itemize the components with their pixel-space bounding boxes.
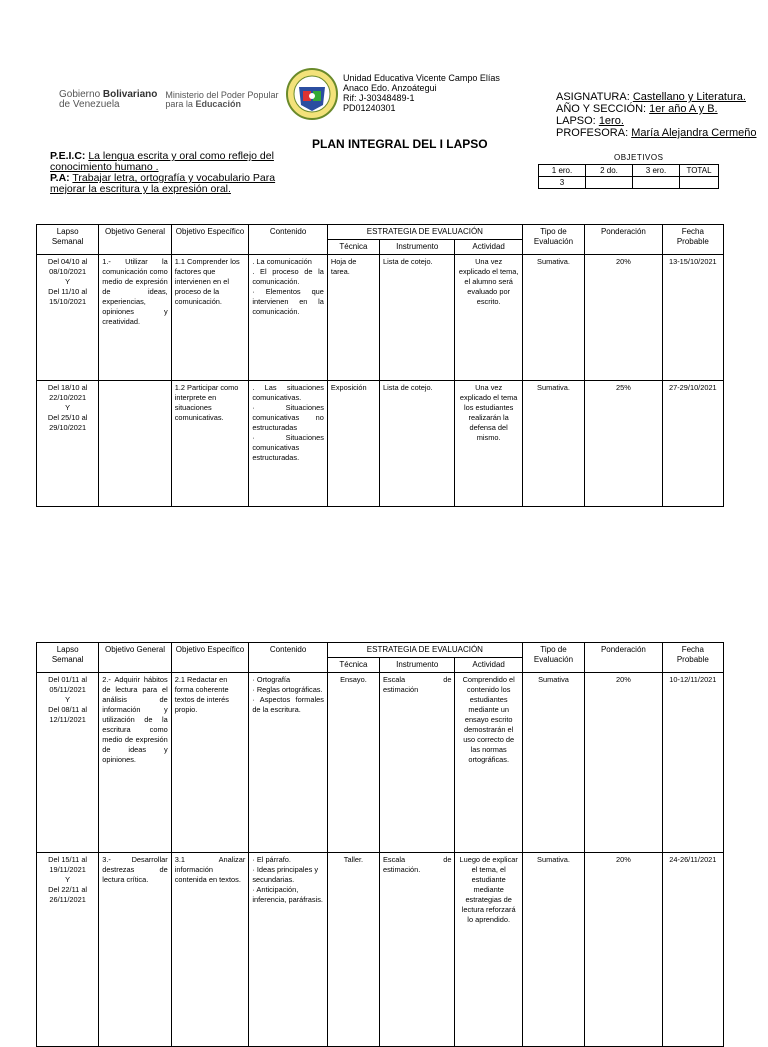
header-estrategia: ESTRATEGIA DE EVALUACIÓN [327, 225, 522, 240]
ministry-text: Ministerio del Poder Popular para la Educación [165, 90, 279, 109]
page-title: PLAN INTEGRAL DEL I LAPSO [312, 137, 488, 151]
cell-obj-especifico: 1.1 Comprender los factores que intervienen en el proceso de la comunicación. [171, 255, 249, 381]
cell-fecha: 13-15/10/2021 [662, 255, 723, 381]
cell-instrumento: Escala de estimación [379, 673, 455, 853]
cell-contenido: . La comunicación . El proceso de la comunicación. · Elementos que intervienen en la comunicación. [249, 255, 328, 381]
cell-instrumento: Lista de cotejo. [379, 255, 455, 381]
cell-contenido: · Ortografía · Reglas ortográficas. · Aspectos formales de la escritura. [249, 673, 328, 853]
header-obj-general: Objetivo General [99, 225, 171, 255]
cell-fecha: 10-12/11/2021 [662, 673, 723, 853]
cell-instrumento: Escala de estimación. [379, 853, 455, 1047]
cell-obj-especifico: 2.1 Redactar en forma coherente textos de interés propio. [171, 673, 249, 853]
cell-actividad: Una vez explicado el tema los estudiantes realizarán la defensa del mismo. [455, 381, 522, 507]
cell-lapso: Del 01/11 al 05/11/2021 Y Del 08/11 al 12/11/2021 [37, 673, 99, 853]
header-lapso: Lapso Semanal [37, 225, 99, 255]
cell-lapso: Del 15/11 al 19/11/2021 Y Del 22/11 al 26/11/2021 [37, 853, 99, 1047]
cell-tecnica: Hoja de tarea. [327, 255, 379, 381]
cell-lapso: Del 18/10 al 22/10/2021 Y Del 25/10 al 29/10/2021 [37, 381, 99, 507]
header-tecnica: Técnica [327, 658, 379, 673]
header-ponderacion: Ponderación [585, 225, 663, 255]
header-obj-especifico: Objetivo Específico [171, 225, 249, 255]
header-tipo: Tipo de Evaluación [522, 225, 584, 255]
header-ponderacion: Ponderación [585, 643, 663, 673]
header-actividad: Actividad [455, 658, 522, 673]
cell-obj-general [99, 381, 171, 507]
cell-ponderacion: 20% [585, 853, 663, 1047]
header-tipo: Tipo de Evaluación [522, 643, 584, 673]
cell-fecha: 27-29/10/2021 [662, 381, 723, 507]
cell-tipo: Sumativa. [522, 853, 584, 1047]
header-obj-general: Objetivo General [99, 643, 171, 673]
plan-table-2 [36, 642, 724, 1047]
objetivos-table: 1 ero. 2 do. 3 ero. TOTAL 3 [538, 164, 719, 189]
header-contenido: Contenido [249, 643, 328, 673]
cell-ponderacion: 25% [585, 381, 663, 507]
plan-table-1 [36, 224, 724, 507]
school-emblem-icon [285, 67, 339, 121]
cell-obj-general: 2.- Adquirir hábitos de lectura para el análisis de información y utilización de la escritura como medio de expresión de ideas y opiniones. [99, 673, 171, 853]
cell-actividad: Luego de explicar el tema, el estudiante mediante estrategias de lectura reforzará lo aprendido. [455, 853, 522, 1047]
gob-text: Gobierno Bolivariano de Venezuela [59, 89, 158, 110]
cell-tecnica: Exposición [327, 381, 379, 507]
header-actividad: Actividad [455, 240, 522, 255]
table-row [37, 381, 724, 507]
header-fecha: Fecha Probable [662, 643, 723, 673]
cell-obj-especifico: 1.2 Participar como interprete en situaciones comunicativas. [171, 381, 249, 507]
cell-obj-general: 1.- Utilizar la comunicación como medio de expresión de ideas, experiencias, opiniones y creatividad. [99, 255, 171, 381]
cell-tipo: Sumativa. [522, 255, 584, 381]
header-contenido: Contenido [249, 225, 328, 255]
cell-ponderacion: 20% [585, 255, 663, 381]
cell-contenido: . Las situaciones comunicativas. · Situaciones comunicativas no estructuradas · Situaciones comunicativas estructuradas. [249, 381, 328, 507]
cell-lapso: Del 04/10 al 08/10/2021 Y Del 11/10 al 15/10/2021 [37, 255, 99, 381]
cell-tecnica: Ensayo. [327, 673, 379, 853]
cell-tipo: Sumativa. [522, 381, 584, 507]
cell-instrumento: Lista de cotejo. [379, 381, 455, 507]
cell-contenido: · El párrafo. · Ideas principales y secundarias. · Anticipación, inferencia, paráfrasis. [249, 853, 328, 1047]
table-row [37, 255, 724, 381]
cell-obj-general: 3.- Desarrollar destrezas de lectura crítica. [99, 853, 171, 1047]
cell-obj-especifico: 3.1 Analizar información contenida en textos. [171, 853, 249, 1047]
cell-tipo: Sumativa [522, 673, 584, 853]
government-logo [55, 88, 279, 112]
table-row [37, 853, 724, 1047]
header-instrumento: Instrumento [379, 240, 455, 255]
table-row [37, 673, 724, 853]
header-obj-especifico: Objetivo Específico [171, 643, 249, 673]
header-estrategia: ESTRATEGIA DE EVALUACIÓN [327, 643, 522, 658]
header-lapso: Lapso Semanal [37, 643, 99, 673]
school-info: Unidad Educativa Vicente Campo Elías Anaco Edo. Anzoátegui Rif: J-30348489-1 PD01240301 [343, 73, 500, 113]
cell-ponderacion: 20% [585, 673, 663, 853]
objetivos-label: OBJETIVOS [614, 153, 664, 162]
cell-tecnica: Taller. [327, 853, 379, 1047]
cell-fecha: 24-26/11/2021 [662, 853, 723, 1047]
cell-actividad: Comprendido el contenido los estudiantes mediante un ensayo escrito demostrarán el uso correcto de las normas ortográficas. [455, 673, 522, 853]
header-instrumento: Instrumento [379, 658, 455, 673]
cell-actividad: Una vez explicado el tema, el alumno será evaluado por escrito. [455, 255, 522, 381]
peic-section: P.E.I.C: La lengua escrita y oral como reflejo del conocimiento humano . P.A: Trabajar letra, ortografía y vocabulario Para mejorar la escritura y la expresión oral. [50, 150, 276, 195]
course-info: ASIGNATURA: Castellano y Literatura. AÑO Y SECCIÓN: 1er año A y B. LAPSO: 1ero. PROFESORA: María Alejandra Cermeño [556, 91, 757, 139]
header-fecha: Fecha Probable [662, 225, 723, 255]
header-tecnica: Técnica [327, 240, 379, 255]
